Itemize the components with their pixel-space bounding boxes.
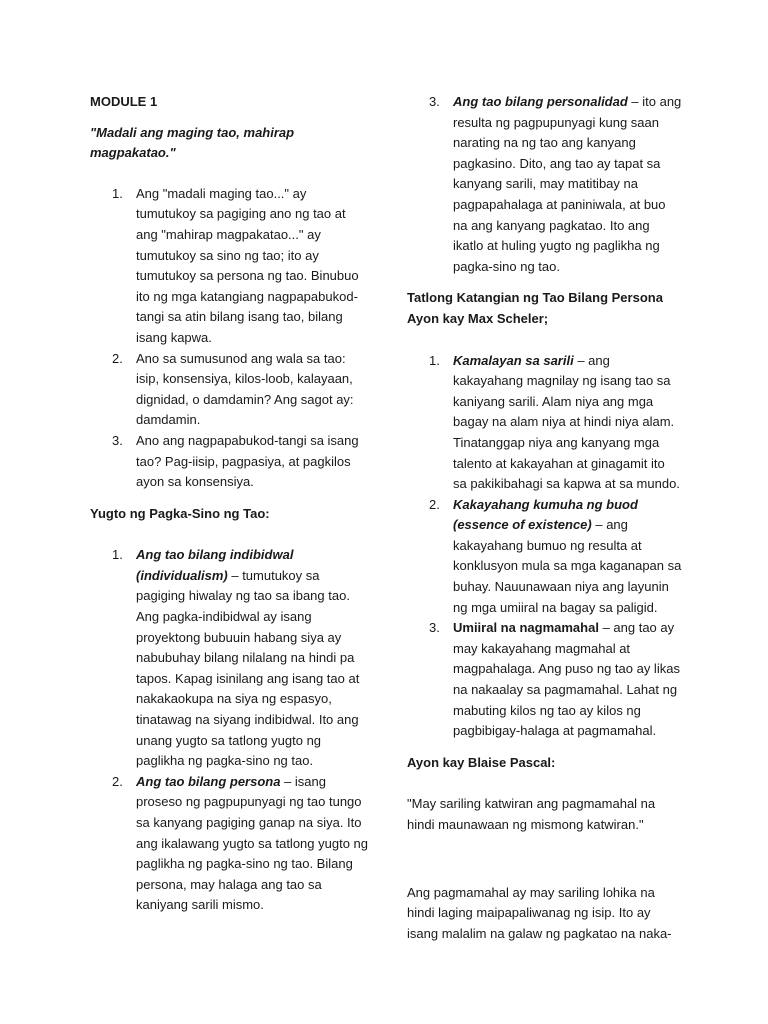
stages-list-continued xyxy=(407,92,682,277)
list-number: 1. xyxy=(112,547,123,563)
intro-list xyxy=(90,184,368,493)
list-item xyxy=(90,431,368,493)
term: Ang tao bilang personalidad xyxy=(453,94,628,109)
list-text: – ito ang resulta ng pagpupunyagi kung saan narating na ng tao ang kanyang pagkasino. Dito, ang tao ay tapat sa kanyang sarili, may matitibay na pagpapahalaga at paniniwala, at buo na ang kanyang pagkatao. Ito ang ikatlo at huling yugto ng paglikha ng pagka-sino ng tao. xyxy=(453,94,682,274)
list-number: 2. xyxy=(112,350,123,366)
list-item xyxy=(407,351,682,495)
module-title: MODULE 1 xyxy=(90,94,158,109)
closing-paragraph: Ang pagmamahal ay may sariling lohika na hindi laging maipapaliwanag ng isip. Ito ay isang malalim na galaw ng pagkatao na naka- xyxy=(407,884,672,941)
list-number: 3. xyxy=(429,94,440,109)
list-number: 3. xyxy=(112,432,123,448)
list-number: 1. xyxy=(429,352,440,368)
left-column xyxy=(90,92,368,916)
stages-list xyxy=(90,545,368,916)
list-text: – ang tao ay may kakayahang magmahal at magpahalaga. Ang puso ng tao ay likas na nakaalay sa pagmamahal. Lahat ng mabuting kilos ng tao ay kilos ng pagbibigay-halaga at pagmamahal. xyxy=(453,620,680,739)
list-item xyxy=(407,92,682,277)
spacer xyxy=(407,836,682,883)
scheler-list xyxy=(407,351,682,742)
pascal-quote: "May sariling katwiran ang pagmamahal na hindi maunawaan ng mismong katwiran." xyxy=(407,796,656,832)
term: Kakayahang kumuha ng buod (essence of existence) xyxy=(453,496,638,533)
pascal-heading: Ayon kay Blaise Pascal: xyxy=(407,754,556,770)
list-item xyxy=(90,349,368,431)
list-number: 2. xyxy=(112,773,123,789)
list-number: 1. xyxy=(112,185,123,201)
right-column xyxy=(407,92,682,944)
term: Umiiral na nagmamahal xyxy=(453,620,599,636)
section-heading: Yugto ng Pagka-Sino ng Tao: xyxy=(90,505,270,521)
term: Kamalayan sa sarili xyxy=(453,352,574,368)
list-text: Ang "madali maging tao..." ay tumutukoy sa pagiging ano ng tao at ang "mahirap magpakatao..." ay tumutukoy sa sino ng tao; ito ay tumutukoy sa persona ng tao. Binubuo ito ng mga katangiang nagpapabukod-tangi sa atin bilang isang tao, bilang isang kapwa. xyxy=(136,185,359,345)
section-heading: Tatlong Katangian ng Tao Bilang Persona Ayon kay Max Scheler; xyxy=(407,290,663,326)
list-text: Ano ang nagpapabukod-tangi sa isang tao? Pag-iisip, pagpasiya, at pagkilos ayon sa konsensiya. xyxy=(136,432,359,490)
list-number: 2. xyxy=(429,496,440,512)
list-item xyxy=(90,184,368,349)
module-quote: "Madali ang maging tao, mahirap magpakatao." xyxy=(90,124,295,161)
list-text: – tumutukoy sa pagiging hiwalay ng tao sa ibang tao. Ang pagka-indibidwal ay isang proyektong bubuuin habang siya ay nabubuhay bilang nilalang na hindi pa tapos. Kapag isinilang ang isang tao at nakakaokupa na siya ng espasyo, tinatawag na siyang indibidwal. Ito ang unang yugto sa tatlong yugto ng paglikha ng pagka-sino ng tao. xyxy=(136,567,360,769)
list-item xyxy=(90,545,368,772)
list-text: – ang kakayahang bumuo ng resulta at konklusyon mula sa mga kaganapan sa buhay. Nauunawaan niya ang layunin ng mga umiiral na bagay sa paligid. xyxy=(453,517,682,615)
list-text: Ano sa sumusunod ang wala sa tao: isip, konsensiya, kilos-loob, kalayaan, dignidad, o damdamin? Ang sagot ay: damdamin. xyxy=(136,350,354,428)
list-item xyxy=(90,772,368,916)
list-item xyxy=(407,495,682,619)
list-number: 3. xyxy=(429,620,440,636)
list-item xyxy=(407,618,682,742)
term: Ang tao bilang indibidwal (individualism) xyxy=(136,547,294,583)
term: Ang tao bilang persona xyxy=(136,773,281,789)
list-text: – isang proseso ng pagpupunyagi ng tao tungo sa kanyang pagiging ganap na siya. Ito ang ikalawang yugto sa tatlong yugto ng paglikha ng pagka-sino ng tao. Bilang persona, may halaga ang tao sa kaniyang sarili mismo. xyxy=(136,773,369,913)
list-text: – ang kakayahang magnilay ng isang tao sa kaniyang sarili. Alam niya ang mga bagay na alam niya at hindi niya alam. Tinatanggap niya ang kanyang mga talento at kakayahan at ginagamit ito sa pakikibahagi sa kapwa at sa mundo. xyxy=(453,352,680,492)
